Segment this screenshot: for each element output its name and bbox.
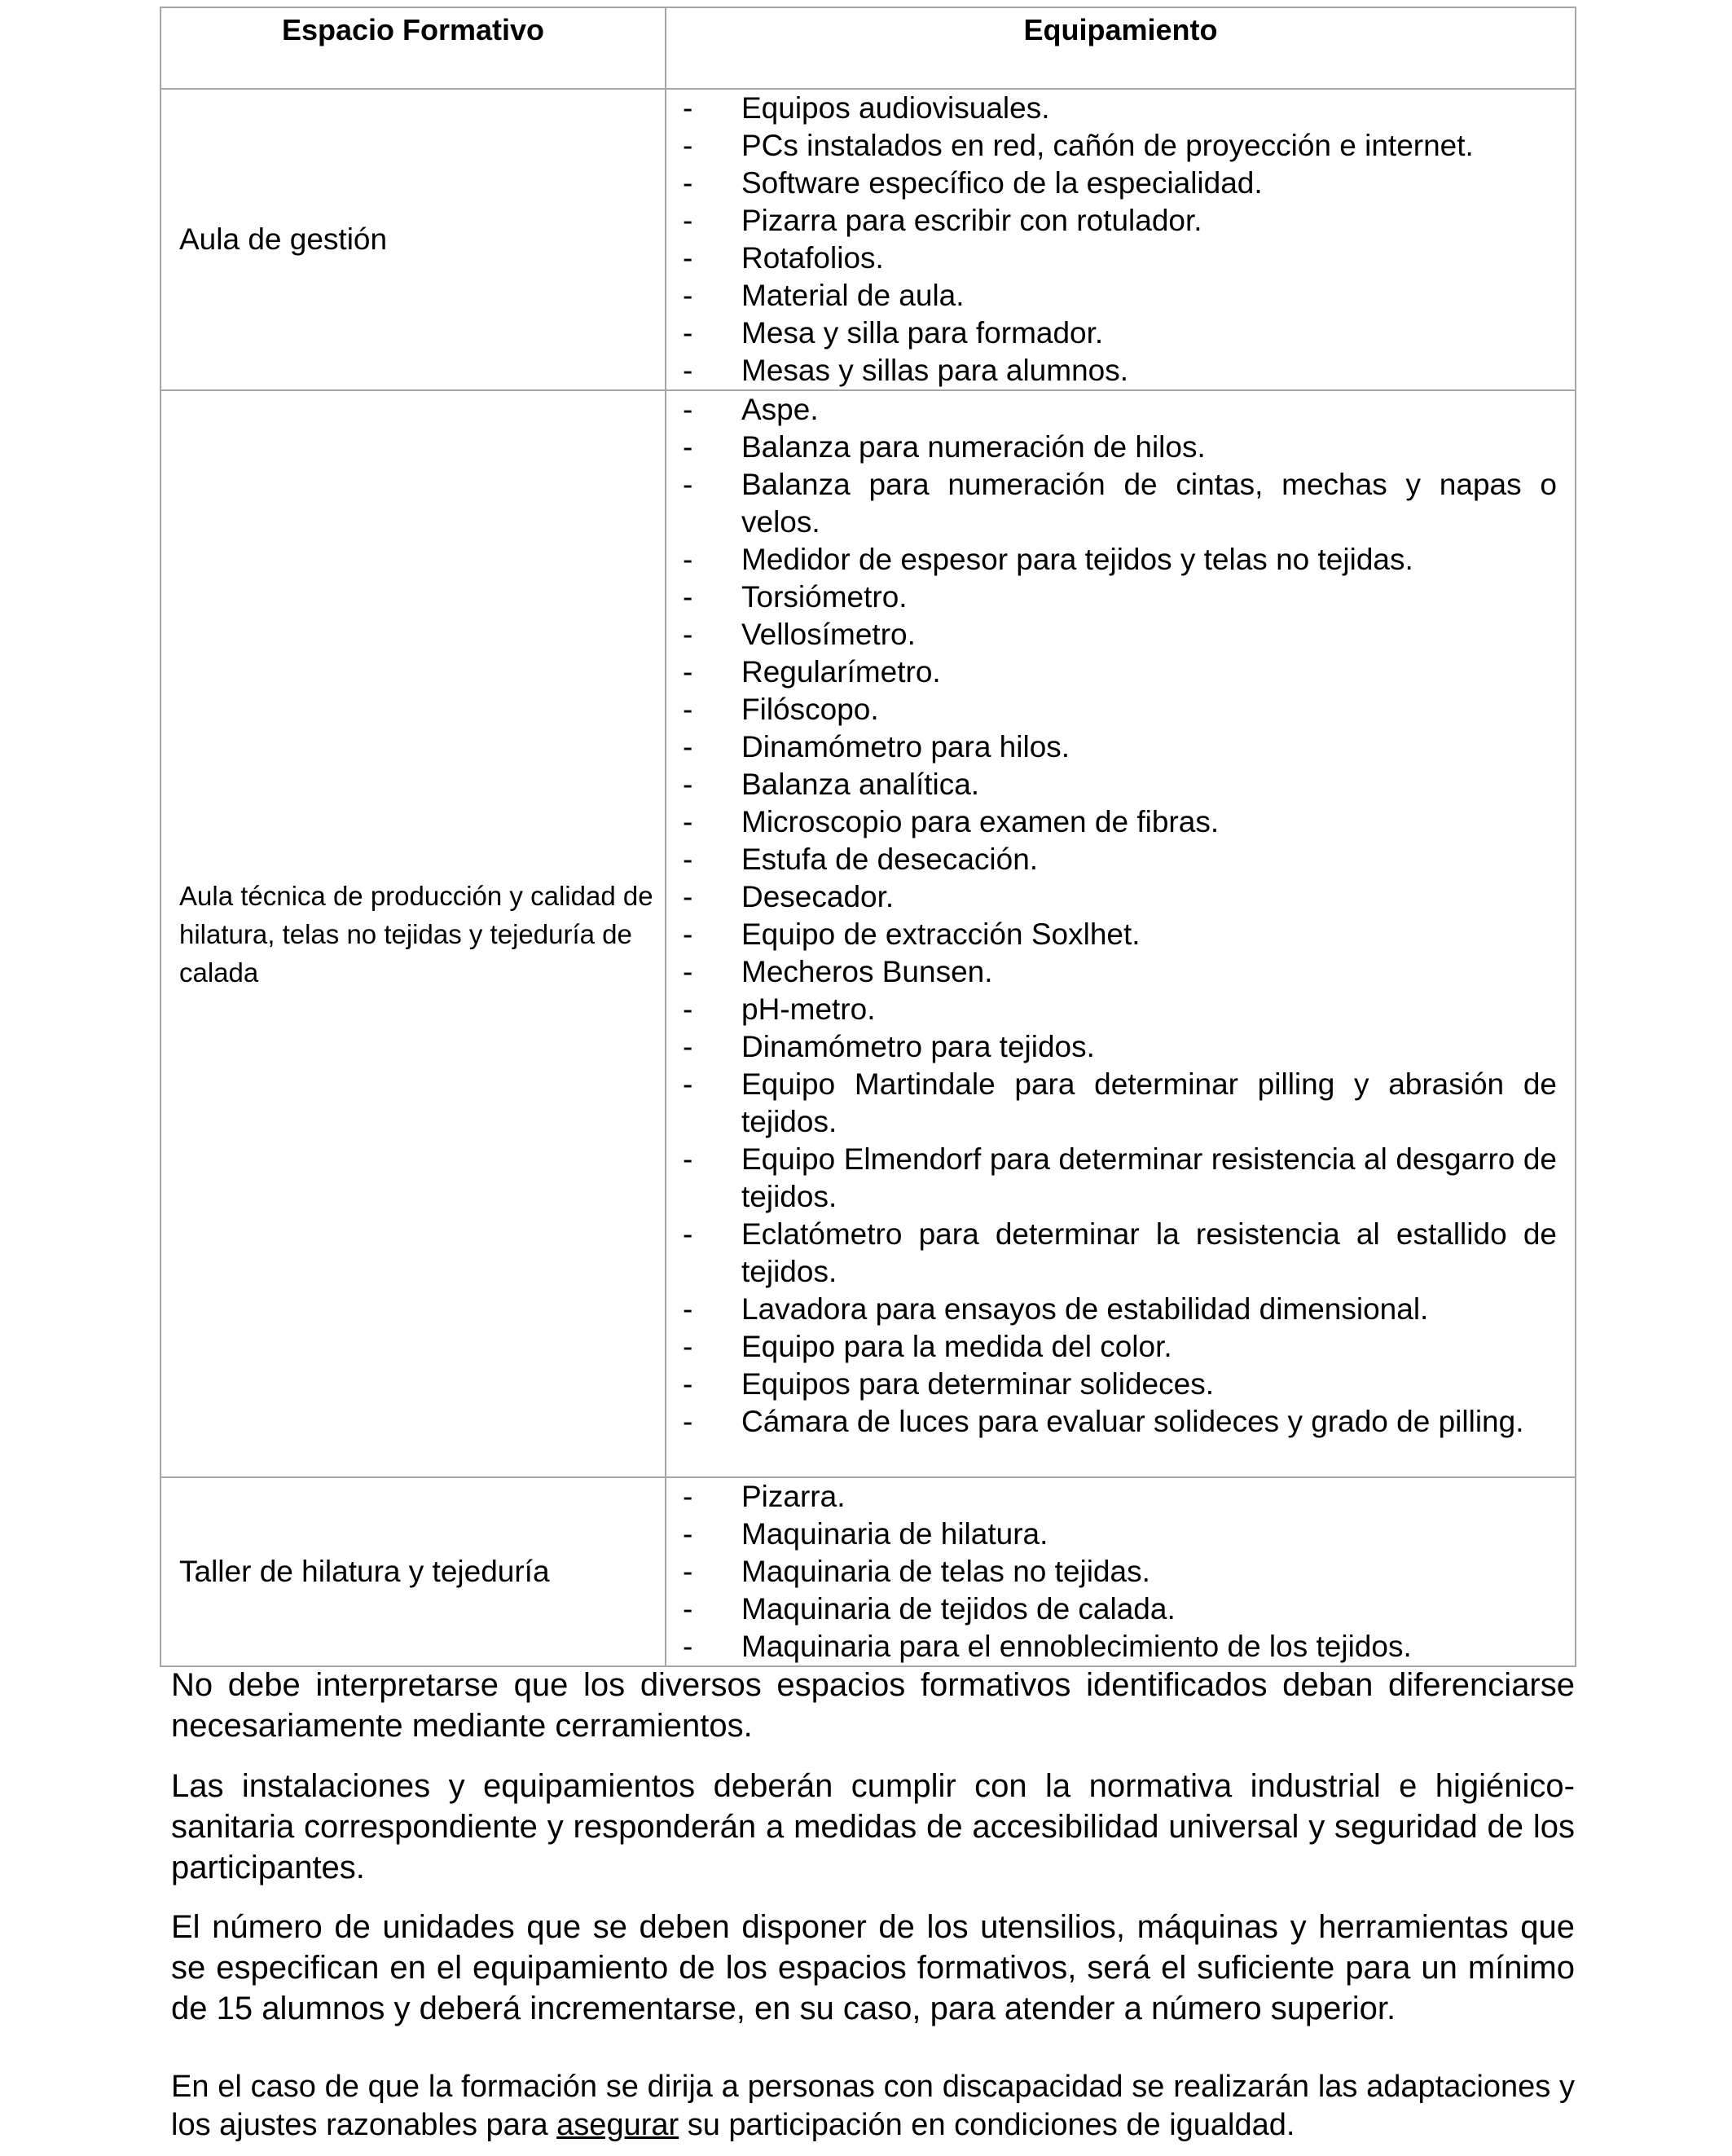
dash-bullet: - [683, 1330, 693, 1363]
dash-bullet: - [683, 880, 693, 913]
dash-bullet: - [683, 316, 693, 350]
space-cell: Aula de gestión [160, 89, 666, 390]
item-text: Microscopio para examen de fibras. [741, 805, 1220, 838]
list-item [666, 1328, 1557, 1366]
dash-bullet: - [683, 279, 693, 312]
list-item [666, 277, 1557, 315]
list-item [666, 466, 1557, 541]
dash-bullet: - [683, 1555, 693, 1588]
list-item [666, 728, 1557, 766]
item-text: Eclatómetro para determinar la resistencia al estallido de tejidos. [741, 1217, 1557, 1288]
equipment-cell [666, 89, 1576, 390]
item-text: Maquinaria para el ennoblecimiento de los tejidos. [741, 1630, 1412, 1663]
dash-bullet: - [683, 1142, 693, 1176]
item-text: Maquinaria de tejidos de calada. [741, 1592, 1176, 1626]
table-row [160, 1477, 1576, 1666]
item-text: Pizarra. [741, 1480, 846, 1513]
equipment-list [666, 391, 1557, 1441]
item-text: PCs instalados en red, cañón de proyección e internet. [741, 129, 1474, 162]
list-item [666, 352, 1557, 389]
dash-bullet: - [683, 618, 693, 651]
list-item [666, 1553, 1557, 1591]
item-text: Medidor de espesor para tejidos y telas no tejidas. [741, 543, 1413, 576]
list-item [666, 429, 1557, 466]
paragraph-text: En el caso de que la formación se dirija a personas con discapacidad se realizarán las adaptaciones y los ajustes razonables para [171, 2070, 1575, 2142]
item-text: Rotafolios. [741, 241, 884, 275]
list-item [666, 953, 1557, 991]
paragraph-instalaciones: Las instalaciones y equipamientos deberán cumplir con la normativa industrial e higiénico-sanitaria correspondiente y responderán a medidas de accesibilidad universal y seguridad de los participantes. [171, 1768, 1575, 1885]
paragraph-unidades: El número de unidades que se deben disponer de los utensilios, máquinas y herramientas que se especifican en el equipamiento de los espacios formativos, será el suficiente para un mínimo de 15 alumnos y deberá incrementarse, en su caso, para atender a número superior. [171, 1909, 1575, 2026]
equipment-cell [666, 390, 1576, 1477]
item-text: Aspe. [741, 393, 819, 426]
list-item [666, 391, 1557, 429]
list-item [666, 691, 1557, 728]
item-text: Balanza para numeración de hilos. [741, 430, 1206, 464]
list-item [666, 916, 1557, 953]
item-text: Equipo Martindale para determinar pilling y abrasión de tejidos. [741, 1067, 1557, 1138]
underlined-word: asegurar [556, 2108, 679, 2142]
dash-bullet: - [683, 430, 693, 464]
list-item [666, 1628, 1557, 1665]
dash-bullet: - [683, 354, 693, 387]
header-equipamiento: Equipamiento [666, 7, 1576, 89]
list-item [666, 1403, 1557, 1441]
dash-bullet: - [683, 693, 693, 726]
item-text: Lavadora para ensayos de estabilidad dimensional. [741, 1292, 1429, 1326]
dash-bullet: - [683, 468, 693, 501]
dash-bullet: - [683, 843, 693, 876]
paragraph-text: su participación en condiciones de igualdad. [679, 2108, 1295, 2142]
paragraph-discapacidad [171, 2068, 1575, 2145]
list-item [666, 1216, 1557, 1291]
item-text: Equipo Elmendorf para determinar resistencia al desgarro de tejidos. [741, 1142, 1557, 1213]
dash-bullet: - [683, 580, 693, 614]
list-item [666, 202, 1557, 240]
dash-bullet: - [683, 1217, 693, 1251]
space-cell: Taller de hilatura y tejeduría [160, 1477, 666, 1666]
list-item [666, 127, 1557, 165]
item-text: Balanza para numeración de cintas, mechas y napas o velos. [741, 468, 1557, 539]
item-text: Software específico de la especialidad. [741, 166, 1263, 200]
item-text: Maquinaria de hilatura. [741, 1517, 1048, 1551]
equipment-list [666, 90, 1557, 389]
dash-bullet: - [683, 1367, 693, 1401]
list-item [666, 766, 1557, 803]
list-item [666, 1028, 1557, 1066]
item-text: Balanza analítica. [741, 768, 980, 801]
dash-bullet: - [683, 241, 693, 275]
item-text: Mecheros Bunsen. [741, 955, 993, 988]
item-text: Equipo para la medida del color. [741, 1330, 1172, 1363]
header-espacio-formativo: Espacio Formativo [160, 7, 666, 89]
dash-bullet: - [683, 768, 693, 801]
dash-bullet: - [683, 129, 693, 162]
table-row [160, 89, 1576, 390]
dash-bullet: - [683, 730, 693, 763]
item-text: Vellosímetro. [741, 618, 916, 651]
list-item [666, 315, 1557, 352]
paragraph-cerramientos: No debe interpretarse que los diversos espacios formativos identificados deban diferenciarse necesariamente mediante cerramientos. [171, 1667, 1575, 1744]
equipment-cell [666, 1477, 1576, 1666]
dash-bullet: - [683, 992, 693, 1026]
table-row [160, 390, 1576, 1477]
item-text: Maquinaria de telas no tejidas. [741, 1555, 1150, 1588]
item-text: Estufa de desecación. [741, 843, 1039, 876]
item-text: Equipos para determinar solideces. [741, 1367, 1214, 1401]
item-text: Equipo de extracción Soxlhet. [741, 917, 1141, 951]
item-text: Torsiómetro. [741, 580, 908, 614]
space-cell: Aula técnica de producción y calidad de hilatura, telas no tejidas y tejeduría de calada [160, 390, 666, 1477]
dash-bullet: - [683, 204, 693, 237]
dash-bullet: - [683, 543, 693, 576]
dash-bullet: - [683, 166, 693, 200]
dash-bullet: - [683, 955, 693, 988]
dash-bullet: - [683, 393, 693, 426]
item-text: Equipos audiovisuales. [741, 91, 1050, 125]
item-text: Mesas y sillas para alumnos. [741, 354, 1129, 387]
list-item [666, 803, 1557, 841]
list-item [666, 1066, 1557, 1141]
list-item [666, 165, 1557, 202]
list-item [666, 1366, 1557, 1403]
item-text: Cámara de luces para evaluar solideces y grado de pilling. [741, 1405, 1524, 1438]
dash-bullet: - [683, 91, 693, 125]
item-text: Dinamómetro para tejidos. [741, 1030, 1095, 1063]
equipment-list [666, 1478, 1557, 1665]
list-item [666, 1141, 1557, 1216]
list-item [666, 616, 1557, 653]
list-item [666, 653, 1557, 691]
list-item [666, 240, 1557, 277]
list-item [666, 841, 1557, 878]
list-item [666, 1291, 1557, 1328]
dash-bullet: - [683, 1630, 693, 1663]
dash-bullet: - [683, 1480, 693, 1513]
item-text: Mesa y silla para formador. [741, 316, 1104, 350]
list-item [666, 878, 1557, 916]
dash-bullet: - [683, 1517, 693, 1551]
item-text: Material de aula. [741, 279, 965, 312]
list-item [666, 1591, 1557, 1628]
dash-bullet: - [683, 1592, 693, 1626]
item-text: Dinamómetro para hilos. [741, 730, 1070, 763]
item-text: Desecador. [741, 880, 895, 913]
dash-bullet: - [683, 655, 693, 689]
equipment-table [160, 7, 1576, 1667]
list-item [666, 1478, 1557, 1516]
dash-bullet: - [683, 917, 693, 951]
list-item [666, 541, 1557, 579]
item-text: Pizarra para escribir con rotulador. [741, 204, 1202, 237]
item-text: pH-metro. [741, 992, 876, 1026]
dash-bullet: - [683, 805, 693, 838]
dash-bullet: - [683, 1405, 693, 1438]
dash-bullet: - [683, 1292, 693, 1326]
table-header-row [160, 7, 1576, 89]
list-item [666, 1516, 1557, 1553]
dash-bullet: - [683, 1030, 693, 1063]
list-item [666, 991, 1557, 1028]
list-item [666, 579, 1557, 616]
item-text: Filóscopo. [741, 693, 879, 726]
item-text: Regularímetro. [741, 655, 941, 689]
list-item [666, 90, 1557, 127]
dash-bullet: - [683, 1067, 693, 1101]
